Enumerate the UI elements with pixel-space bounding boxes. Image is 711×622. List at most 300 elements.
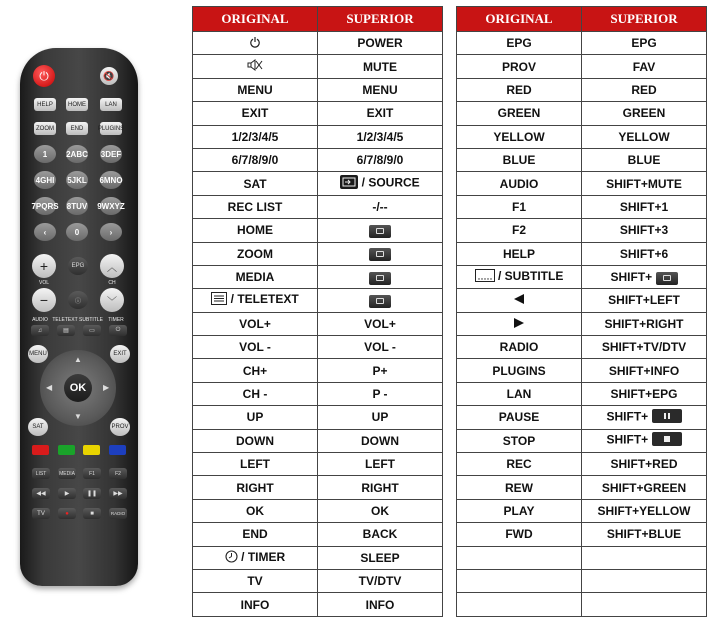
superior-cell — [582, 32, 707, 55]
remote-end-button: END — [66, 122, 88, 135]
original-cell — [457, 499, 582, 522]
superior-cell — [318, 359, 443, 382]
left-mapping-table — [192, 6, 443, 617]
original-cell — [457, 429, 582, 452]
table-row — [193, 148, 443, 171]
remote-media-button: MEDIA — [58, 468, 76, 479]
table-row — [457, 242, 707, 265]
table-row — [457, 429, 707, 452]
superior-label: RED — [631, 82, 657, 97]
original-label: ZOOM — [237, 246, 273, 261]
remote-prov-button: PROV — [110, 418, 130, 436]
original-cell — [193, 102, 318, 125]
original-label: SAT — [243, 176, 267, 191]
superior-label: P+ — [372, 363, 388, 378]
superior-cell — [318, 265, 443, 288]
original-label: LEFT — [240, 457, 270, 472]
original-label: FWD — [505, 527, 533, 542]
original-cell — [457, 125, 582, 148]
remote-dpad — [40, 350, 116, 426]
table-row — [193, 499, 443, 522]
original-cell — [193, 382, 318, 405]
remote-number-1: 1 — [34, 145, 56, 163]
button-icon — [369, 270, 391, 284]
remote-ok-button: OK — [64, 374, 92, 402]
original-cell — [193, 406, 318, 429]
original-cell — [193, 219, 318, 242]
table-row — [193, 476, 443, 499]
remote-mute-button: 🔇 — [100, 67, 118, 85]
table-row — [457, 359, 707, 382]
dpad-left-arrow-icon: ◀ — [46, 383, 53, 392]
original-label: VOL+ — [239, 316, 271, 331]
table-row — [457, 523, 707, 546]
remote-timer-label: TIMER — [108, 317, 124, 323]
original-cell — [457, 78, 582, 101]
original-cell — [457, 406, 582, 429]
table-row — [457, 289, 707, 312]
superior-label: YELLOW — [618, 129, 670, 144]
superior-label: EXIT — [366, 106, 394, 121]
remote-power-button: ⏻ — [33, 65, 55, 87]
table-row — [457, 382, 707, 405]
remote-forward-button: ▶▶ — [109, 488, 127, 499]
dpad-down-arrow-icon: ▼ — [74, 412, 82, 421]
table-row — [457, 55, 707, 78]
superior-cell — [582, 195, 707, 218]
original-cell — [193, 429, 318, 452]
dpad-up-arrow-icon: ▲ — [74, 355, 82, 364]
superior-label: SHIFT+YELLOW — [597, 504, 691, 518]
original-cell — [457, 219, 582, 242]
superior-label: 1/2/3/4/5 — [356, 129, 404, 144]
superior-label: OK — [371, 504, 389, 518]
table-row — [457, 406, 707, 429]
stop-button-icon — [652, 432, 682, 449]
superior-label: SHIFT+EPG — [610, 387, 678, 402]
original-cell — [457, 569, 582, 592]
remote-info-button: ⓘ — [68, 291, 88, 309]
remote-red-button — [32, 445, 49, 455]
table-row — [457, 546, 707, 569]
remote-number-3: 3DEF — [100, 145, 122, 163]
superior-cell — [582, 406, 707, 429]
superior-cell — [318, 102, 443, 125]
remote-exit-button: EXIT — [110, 345, 130, 363]
superior-label: SHIFT+ — [606, 409, 649, 424]
superior-cell — [582, 172, 707, 195]
original-label: F1 — [511, 199, 526, 214]
original-label: PLUGINS — [492, 363, 546, 378]
original-cell — [193, 78, 318, 101]
superior-cell — [582, 55, 707, 78]
remote-help-button: HELP — [34, 98, 56, 111]
right-mapping-table — [456, 6, 707, 617]
original-label: MENU — [237, 82, 273, 97]
superior-cell — [582, 359, 707, 382]
superior-cell — [582, 242, 707, 265]
superior-cell — [318, 148, 443, 171]
superior-cell — [318, 406, 443, 429]
superior-cell — [582, 102, 707, 125]
superior-cell — [318, 125, 443, 148]
remote-control — [20, 48, 138, 586]
original-label: RED — [506, 82, 532, 97]
table-row — [193, 336, 443, 359]
superior-label: SHIFT+MUTE — [606, 176, 682, 191]
original-cell — [457, 336, 582, 359]
superior-cell — [582, 453, 707, 476]
table-row — [193, 55, 443, 78]
remote-rewind-button: ◀◀ — [32, 488, 50, 499]
original-cell — [193, 55, 318, 78]
table-row — [457, 148, 707, 171]
table-row — [457, 125, 707, 148]
superior-label: SHIFT+INFO — [608, 363, 680, 378]
superior-cell — [582, 289, 707, 312]
superior-label: SHIFT+RIGHT — [604, 316, 684, 331]
superior-cell — [318, 172, 443, 195]
remote-vol-up-button: + — [32, 254, 56, 278]
superior-label: TV/DTV — [358, 574, 402, 589]
remote-lan-button: LAN — [100, 98, 122, 111]
superior-cell — [318, 453, 443, 476]
remote-audio-button: ♫ — [31, 325, 49, 336]
table-row — [457, 499, 707, 522]
superior-cell — [318, 78, 443, 101]
superior-cell — [582, 546, 707, 569]
original-label: RIGHT — [236, 480, 274, 495]
remote-ch-down-button: ﹀ — [100, 288, 124, 312]
superior-cell — [582, 593, 707, 616]
table-row — [457, 32, 707, 55]
superior-cell — [318, 382, 443, 405]
table-row — [457, 569, 707, 592]
superior-cell — [582, 382, 707, 405]
remote-blue-button — [109, 445, 126, 455]
table-row — [193, 102, 443, 125]
remote-ch-up-button: ︿ — [100, 254, 124, 278]
original-label: / TELETEXT — [230, 292, 299, 307]
original-cell — [457, 476, 582, 499]
superior-label: INFO — [365, 597, 395, 612]
table-row — [457, 336, 707, 359]
original-label: MEDIA — [235, 270, 275, 285]
remote-epg-button: EPG — [68, 257, 88, 275]
remote-number-2: 2ABC — [66, 145, 88, 163]
table-row — [193, 382, 443, 405]
original-label: EPG — [506, 36, 532, 51]
original-cell — [457, 265, 582, 288]
original-cell — [457, 102, 582, 125]
remote-subtitle-button: ▭ — [83, 325, 101, 336]
original-cell — [193, 359, 318, 382]
original-label: END — [242, 527, 268, 542]
superior-label: RIGHT — [361, 480, 399, 495]
superior-label: SLEEP — [360, 550, 400, 565]
teletext-icon — [211, 292, 227, 308]
table-row — [193, 219, 443, 242]
original-cell — [193, 546, 318, 569]
remote-play-button: ▶ — [58, 488, 76, 499]
table-row — [457, 593, 707, 616]
table-row — [193, 289, 443, 312]
superior-label: SHIFT+ — [610, 269, 653, 284]
remote-plugins-button: PLUGINS — [100, 122, 122, 135]
superior-cell — [318, 499, 443, 522]
original-label: REC — [506, 457, 532, 472]
remote-teletext-button: ▤ — [57, 325, 75, 336]
right-triangle-icon — [513, 317, 525, 332]
remote-right-small-button: › — [100, 223, 122, 241]
superior-label: BACK — [362, 527, 398, 542]
table-row — [193, 569, 443, 592]
dpad-right-arrow-icon: ▶ — [103, 383, 110, 392]
superior-label: GREEN — [622, 106, 666, 121]
original-label: / SUBTITLE — [498, 269, 564, 284]
original-cell — [193, 195, 318, 218]
superior-label: SHIFT+6 — [619, 246, 669, 261]
remote-vol-label: VOL — [38, 280, 49, 286]
superior-cell — [318, 312, 443, 335]
table-row — [193, 172, 443, 195]
left-triangle-icon — [513, 293, 525, 308]
superior-label: UP — [371, 410, 389, 425]
original-cell — [193, 476, 318, 499]
original-label: / TIMER — [241, 549, 286, 564]
original-label: RADIO — [499, 340, 539, 355]
original-cell — [457, 148, 582, 171]
superior-cell — [582, 569, 707, 592]
remote-home-button: HOME — [66, 98, 88, 111]
left-table-header-row — [193, 7, 443, 32]
original-label: PROV — [501, 59, 536, 74]
remote-radio-button: RADIO — [109, 508, 127, 519]
original-label: TV — [247, 574, 263, 589]
superior-label: BLUE — [627, 153, 661, 168]
superior-cell — [582, 336, 707, 359]
superior-cell — [582, 476, 707, 499]
original-cell — [457, 195, 582, 218]
superior-cell — [582, 523, 707, 546]
right-superior-header: SUPERIOR — [582, 7, 707, 32]
original-cell — [193, 336, 318, 359]
original-label: REW — [505, 480, 533, 495]
superior-label: / SOURCE — [361, 175, 420, 190]
superior-label: SHIFT+1 — [619, 199, 669, 214]
table-row — [193, 195, 443, 218]
subtitle-icon — [475, 269, 495, 285]
superior-label: -/-- — [372, 199, 388, 214]
superior-cell — [318, 289, 443, 312]
original-cell — [457, 453, 582, 476]
table-row — [193, 453, 443, 476]
superior-cell — [318, 546, 443, 569]
superior-cell — [318, 476, 443, 499]
superior-cell — [582, 265, 707, 288]
superior-cell — [318, 32, 443, 55]
original-label: EXIT — [241, 106, 269, 121]
remote-teletext-label: TELETEXT — [52, 317, 78, 323]
superior-cell — [318, 219, 443, 242]
table-row — [193, 78, 443, 101]
superior-cell — [318, 429, 443, 452]
button-icon — [369, 223, 391, 237]
superior-label: DOWN — [361, 433, 399, 448]
table-row — [457, 195, 707, 218]
original-label: LAN — [506, 387, 532, 402]
superior-cell — [582, 78, 707, 101]
remote-audio-label: AUDIO — [32, 317, 48, 323]
table-row — [193, 406, 443, 429]
original-label: OK — [246, 504, 264, 518]
superior-label: SHIFT+ — [606, 433, 649, 447]
table-row — [457, 312, 707, 335]
remote-list-button: LIST — [32, 468, 50, 479]
original-label: DOWN — [236, 433, 274, 448]
original-cell — [457, 593, 582, 616]
original-label: PAUSE — [498, 410, 540, 425]
superior-cell — [318, 523, 443, 546]
original-label: VOL - — [239, 340, 271, 355]
original-cell — [457, 523, 582, 546]
superior-label: VOL - — [364, 340, 396, 355]
remote-number-6: 6MNO — [100, 171, 122, 189]
original-label: BLUE — [502, 153, 536, 168]
pause-button-icon — [652, 409, 682, 426]
remote-number-8: 8TUV — [66, 197, 88, 215]
superior-cell — [318, 55, 443, 78]
superior-label: SHIFT+3 — [619, 223, 669, 238]
original-cell — [457, 312, 582, 335]
remote-vol-down-button: − — [32, 288, 56, 312]
mute-icon — [247, 59, 263, 74]
superior-cell — [582, 499, 707, 522]
original-cell — [457, 172, 582, 195]
original-label: HELP — [502, 246, 535, 261]
superior-label: SHIFT+TV/DTV — [601, 340, 687, 355]
original-label: AUDIO — [499, 176, 539, 191]
button-icon — [369, 294, 391, 308]
superior-label: POWER — [357, 36, 403, 51]
superior-cell — [318, 569, 443, 592]
remote-number-7: 7PQRS — [34, 197, 56, 215]
remote-f2-button: F2 — [109, 468, 127, 479]
original-cell — [193, 523, 318, 546]
original-cell — [457, 289, 582, 312]
original-cell — [457, 242, 582, 265]
remote-number-9: 9WXYZ — [100, 197, 122, 215]
original-label: INFO — [240, 597, 270, 612]
table-row — [193, 265, 443, 288]
original-cell — [193, 289, 318, 312]
table-row — [457, 102, 707, 125]
superior-label: SHIFT+RED — [610, 457, 678, 472]
superior-label: FAV — [632, 59, 656, 74]
superior-label: LEFT — [365, 457, 395, 472]
remote-number-0: 0 — [66, 223, 88, 241]
original-cell — [193, 453, 318, 476]
remote-ch-label: CH — [108, 280, 116, 286]
remote-pause-button: ❚❚ — [83, 488, 101, 499]
table-row — [193, 32, 443, 55]
table-row — [457, 265, 707, 288]
superior-cell — [582, 148, 707, 171]
superior-label: SHIFT+GREEN — [601, 480, 687, 495]
original-cell — [193, 172, 318, 195]
original-cell — [457, 32, 582, 55]
original-label: HOME — [237, 223, 273, 238]
clock-icon — [225, 550, 238, 566]
table-row — [193, 359, 443, 382]
superior-label: MUTE — [363, 59, 397, 74]
remote-stop-button: ■ — [83, 508, 101, 519]
table-row — [457, 172, 707, 195]
superior-label: VOL+ — [364, 316, 396, 331]
original-cell — [193, 569, 318, 592]
original-cell — [193, 148, 318, 171]
left-superior-header: SUPERIOR — [318, 7, 443, 32]
original-label: YELLOW — [493, 129, 545, 144]
button-icon — [656, 270, 678, 284]
original-cell — [193, 593, 318, 616]
table-row — [193, 523, 443, 546]
table-row — [193, 429, 443, 452]
superior-label: EPG — [631, 36, 657, 51]
superior-label: P - — [372, 387, 388, 402]
remote-number-5: 5JKL — [66, 171, 88, 189]
original-cell — [457, 382, 582, 405]
superior-cell — [582, 125, 707, 148]
table-row — [193, 546, 443, 569]
superior-cell — [318, 242, 443, 265]
original-cell — [193, 312, 318, 335]
table-row — [193, 242, 443, 265]
superior-cell — [318, 195, 443, 218]
table-row — [457, 453, 707, 476]
remote-sat-button: SAT — [28, 418, 48, 436]
superior-cell — [582, 429, 707, 452]
original-cell — [193, 242, 318, 265]
superior-cell — [318, 593, 443, 616]
left-original-header: ORIGINAL — [193, 7, 318, 32]
superior-cell — [318, 336, 443, 359]
remote-left-small-button: ‹ — [34, 223, 56, 241]
power-icon — [249, 36, 261, 51]
original-label: CH - — [242, 387, 268, 402]
original-label: UP — [246, 410, 264, 425]
button-icon — [369, 247, 391, 261]
original-cell — [457, 55, 582, 78]
remote-f1-button: F1 — [83, 468, 101, 479]
remote-menu-button: MENU — [28, 345, 48, 363]
remote-number-4: 4GHI — [34, 171, 56, 189]
remote-timer-button: ⏻ — [109, 325, 127, 336]
superior-label: SHIFT+BLUE — [606, 527, 682, 542]
remote-record-button: ● — [58, 508, 76, 519]
original-cell — [193, 265, 318, 288]
remote-subtitle-label: SUBTITLE — [79, 317, 103, 323]
source-icon — [340, 175, 358, 192]
right-table-header-row — [457, 7, 707, 32]
original-label: F2 — [511, 223, 526, 238]
original-cell — [193, 125, 318, 148]
original-cell — [193, 499, 318, 522]
original-label: REC LIST — [227, 199, 283, 214]
remote-yellow-button — [83, 445, 100, 455]
table-row — [457, 476, 707, 499]
table-row — [193, 593, 443, 616]
